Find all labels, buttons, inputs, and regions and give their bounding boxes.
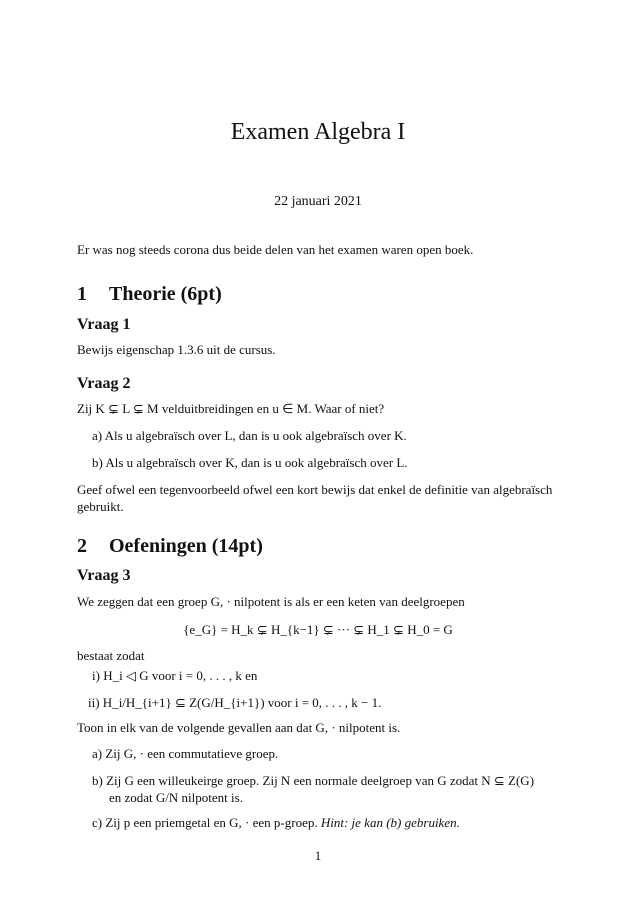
- section-2-number: 2: [77, 535, 87, 557]
- question-2-item-b: b) Als u algebraïsch over K, dan is u ook algebraïsch over L.: [92, 455, 408, 470]
- question-2-closing-line-1: Geef ofwel een tegenvoorbeeld ofwel een kort bewijs dat enkel de definitie van algebraïsch: [77, 482, 553, 497]
- section-1-heading: [77, 283, 222, 306]
- question-2-heading: Vraag 2: [77, 375, 131, 392]
- question-3-heading: Vraag 3: [77, 567, 131, 584]
- question-3-item-c: [92, 815, 460, 831]
- question-3-item-c-hint: Hint: je kan (b) gebruiken.: [320, 815, 460, 830]
- question-3-formula: {e_G} = H_k ⊊ H_{k−1} ⊊ ··· ⊊ H_1 ⊊ H_0 = G: [183, 622, 453, 637]
- question-1-heading: Vraag 1: [77, 316, 131, 333]
- exam-date: 22 januari 2021: [274, 194, 362, 209]
- question-1-text: Bewijs eigenschap 1.3.6 uit de cursus.: [77, 342, 276, 357]
- question-3-condition-i: i) H_i ◁ G voor i = 0, . . . , k en: [92, 668, 258, 683]
- question-3-item-b-line-2: en zodat G/N nilpotent is.: [109, 790, 243, 805]
- question-3-text-3: Toon in elk van de volgende gevallen aan dat G, · nilpotent is.: [77, 720, 401, 735]
- question-3-item-c-text: c) Zij p een priemgetal en G, · een p-groep.: [92, 815, 318, 830]
- question-2-closing-line-2: gebruikt.: [77, 499, 124, 514]
- question-3-text: We zeggen dat een groep G, · nilpotent is als er een keten van deelgroepen: [77, 594, 465, 609]
- question-2-text: Zij K ⊊ L ⊊ M velduitbreidingen en u ∈ M. Waar of niet?: [77, 401, 385, 416]
- intro-text: Er was nog steeds corona dus beide delen van het examen waren open boek.: [77, 242, 474, 257]
- question-3-item-b-line-1: b) Zij G een willeukeirge groep. Zij N een normale deelgroep van G zodat N ⊆ Z(G): [92, 773, 535, 788]
- question-3-condition-ii: ii) H_i/H_{i+1} ⊆ Z(G/H_{i+1}) voor i = 0, . . . , k − 1.: [88, 695, 382, 710]
- section-2-title: Oefeningen (14pt): [109, 535, 263, 557]
- question-3-text-2: bestaat zodat: [77, 648, 145, 663]
- page-number: 1: [314, 848, 322, 863]
- section-1-title: Theorie (6pt): [109, 283, 222, 305]
- question-2-item-a: a) Als u algebraïsch over L, dan is u ook algebraïsch over K.: [92, 428, 407, 443]
- section-2-heading: [77, 535, 263, 558]
- section-1-number: 1: [77, 283, 87, 305]
- page-title: Examen Algebra I: [230, 119, 406, 145]
- question-3-item-a: a) Zij G, · een commutatieve groep.: [92, 746, 279, 761]
